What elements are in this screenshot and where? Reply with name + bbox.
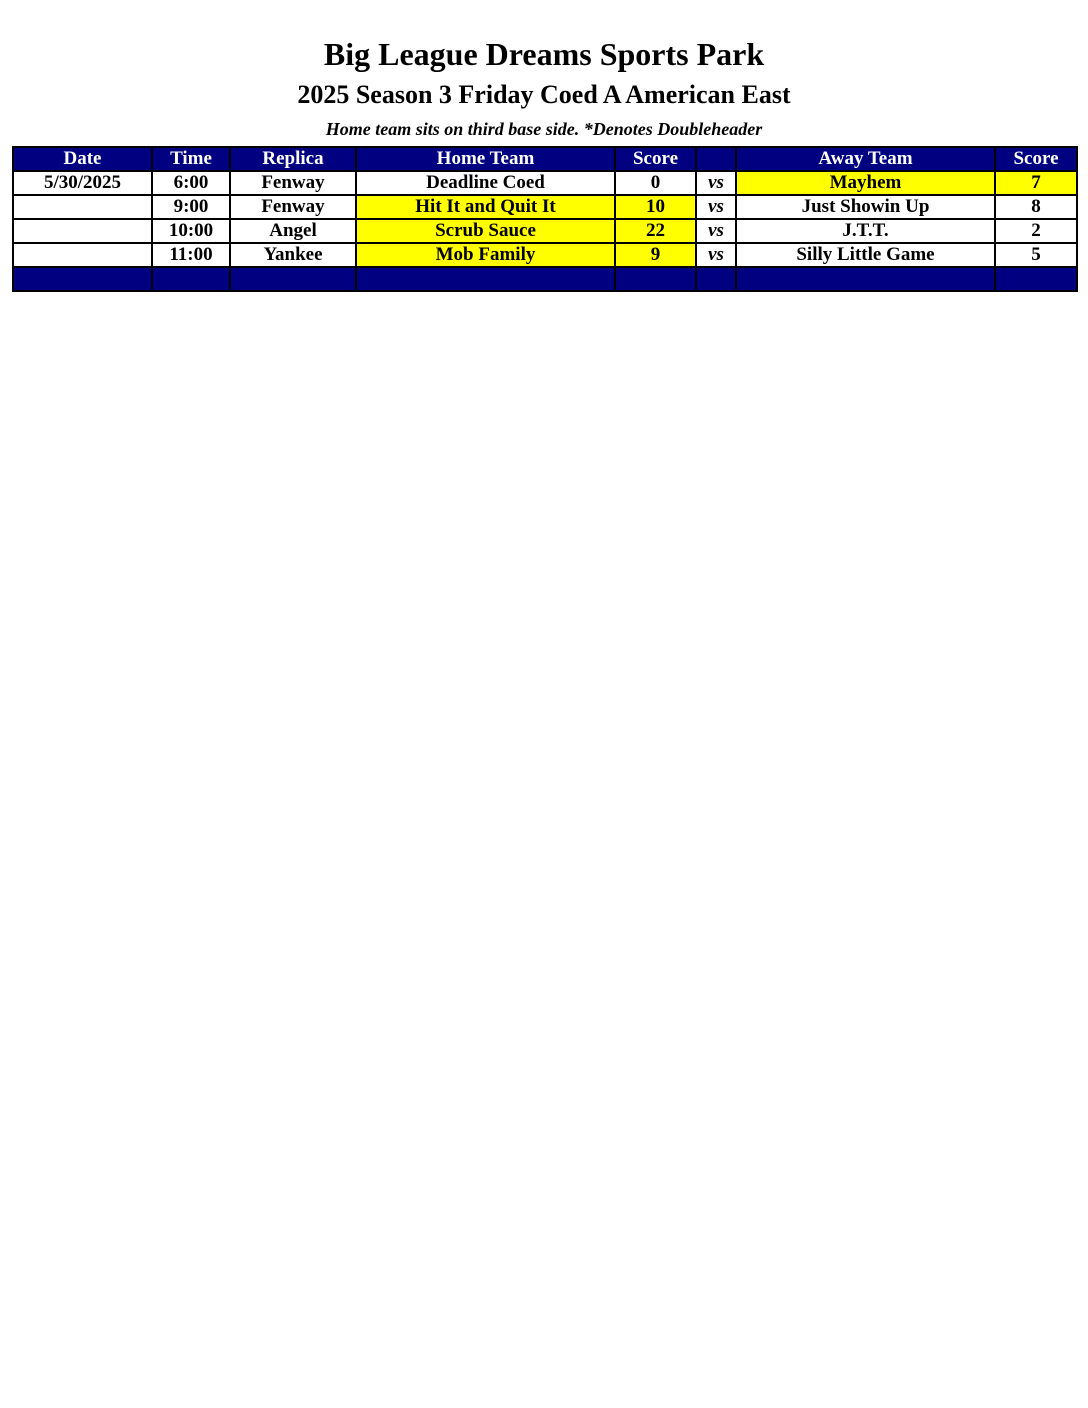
vs-cell: vs (696, 243, 736, 267)
table-row (13, 243, 1077, 267)
column-header-away-team: Away Team (736, 147, 995, 171)
away-score-cell: 2 (995, 219, 1077, 243)
time-cell: 6:00 (152, 171, 230, 195)
away-team-cell: Just Showin Up (736, 195, 995, 219)
footer-cell (995, 267, 1077, 291)
home-team-cell: Deadline Coed (356, 171, 615, 195)
column-header-date: Date (13, 147, 152, 171)
column-header-home-score: Score (615, 147, 696, 171)
table-body (13, 171, 1077, 291)
schedule-table (12, 146, 1078, 292)
column-header-home-team: Home Team (356, 147, 615, 171)
home-score-cell: 22 (615, 219, 696, 243)
table-footer-bar (13, 267, 1077, 291)
footer-cell (13, 267, 152, 291)
vs-cell: vs (696, 219, 736, 243)
replica-cell: Fenway (230, 195, 356, 219)
date-cell (13, 195, 152, 219)
home-team-cell: Scrub Sauce (356, 219, 615, 243)
header-row (13, 147, 1077, 171)
home-team-cell: Mob Family (356, 243, 615, 267)
replica-cell: Yankee (230, 243, 356, 267)
column-header-replica: Replica (230, 147, 356, 171)
away-team-cell: Mayhem (736, 171, 995, 195)
footer-cell (736, 267, 995, 291)
page-title: Big League Dreams Sports Park (323, 36, 765, 72)
vs-cell: vs (696, 171, 736, 195)
replica-cell: Angel (230, 219, 356, 243)
footer-cell (356, 267, 615, 291)
home-team-cell: Hit It and Quit It (356, 195, 615, 219)
replica-cell: Fenway (230, 171, 356, 195)
vs-cell: vs (696, 195, 736, 219)
table-row (13, 195, 1077, 219)
footer-cell (152, 267, 230, 291)
away-score-cell: 7 (995, 171, 1077, 195)
time-cell: 11:00 (152, 243, 230, 267)
home-score-cell: 9 (615, 243, 696, 267)
away-score-cell: 5 (995, 243, 1077, 267)
date-cell (13, 219, 152, 243)
away-score-cell: 8 (995, 195, 1077, 219)
page-subtitle: 2025 Season 3 Friday Coed A American East (297, 80, 791, 109)
schedule-note: Home team sits on third base side. *Denotes Doubleheader (325, 119, 763, 139)
time-cell: 10:00 (152, 219, 230, 243)
away-team-cell: J.T.T. (736, 219, 995, 243)
table-header (13, 147, 1077, 171)
time-cell: 9:00 (152, 195, 230, 219)
away-team-cell: Silly Little Game (736, 243, 995, 267)
table-row (13, 219, 1077, 243)
date-cell: 5/30/2025 (13, 171, 152, 195)
footer-cell (230, 267, 356, 291)
home-score-cell: 10 (615, 195, 696, 219)
table-row (13, 171, 1077, 195)
column-header-time: Time (152, 147, 230, 171)
footer-cell (696, 267, 736, 291)
column-header-vs (696, 147, 736, 171)
column-header-away-score: Score (995, 147, 1077, 171)
home-score-cell: 0 (615, 171, 696, 195)
footer-cell (615, 267, 696, 291)
date-cell (13, 243, 152, 267)
